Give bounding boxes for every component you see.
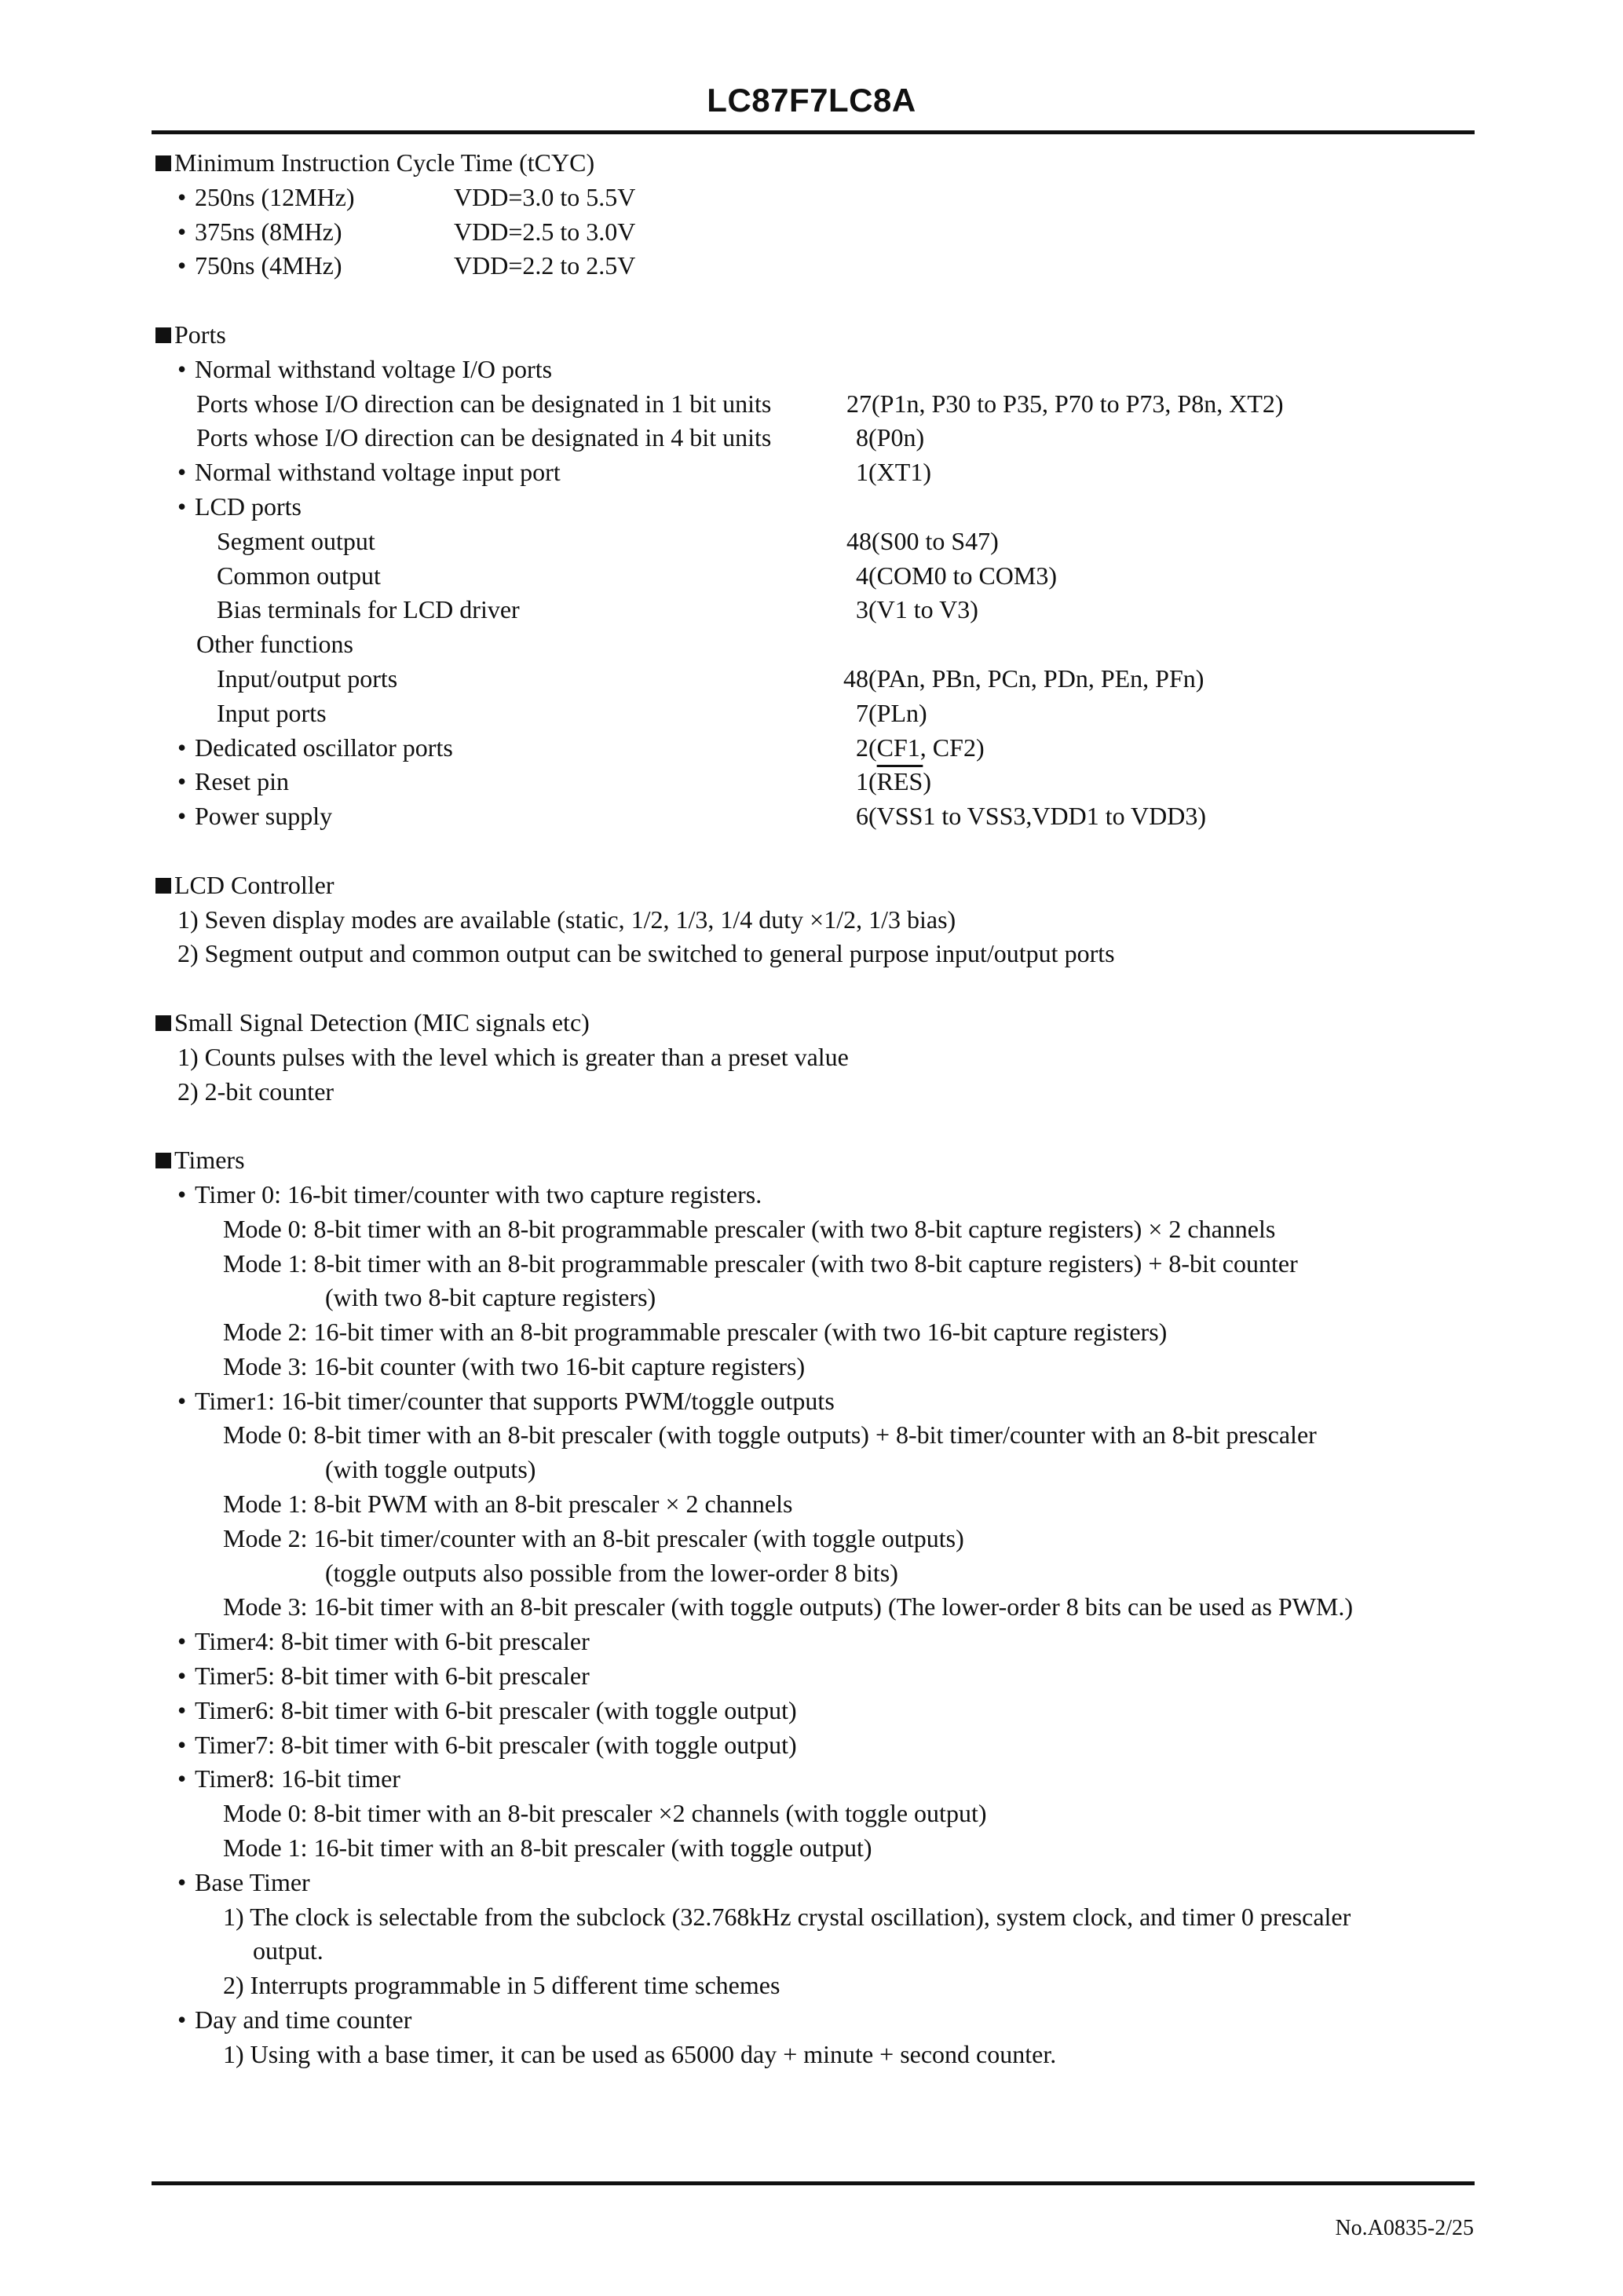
bullet-icon: • <box>177 1695 187 1724</box>
bullet-icon: • <box>177 802 187 831</box>
bullet-icon: • <box>177 251 187 280</box>
cycle-item: • 250ns (12MHz) VDD=3.0 to 5.5V <box>155 181 594 215</box>
ports-item: • Reset pin $1(\overline{RES})$ <box>155 765 594 799</box>
ports-item: Input ports 7(PLn) <box>217 698 927 727</box>
timer-mode: 1) The clock is selectable from the subclock (32.768kHz crystal oscillation), system clock, and timer 0 prescaler <box>223 1902 1351 1931</box>
bullet-icon: • <box>177 182 187 211</box>
ports-item: Other functions <box>196 630 353 659</box>
timer-item: • Timer1: 16-bit timer/counter that supports PWM/toggle outputs <box>155 1384 594 1419</box>
bullet-icon: • <box>177 2005 187 2035</box>
bullet-icon: • <box>177 217 187 246</box>
bullet-icon: • <box>177 492 187 521</box>
timer-mode: Mode 1: 8-bit timer with an 8-bit programmable prescaler (with two 8-bit capture registers) + 8-bit counter <box>223 1249 1298 1278</box>
ports-item: • Normal withstand voltage I/O ports <box>155 353 594 387</box>
ports-item: Input/output ports 48(PAn, PBn, PCn, PDn, PEn, PFn) <box>217 664 1204 693</box>
section-heading-cycle: Minimum Instruction Cycle Time (tCYC) <box>155 146 594 181</box>
bullet-icon: • <box>177 1627 187 1656</box>
square-bullet-icon <box>155 155 171 171</box>
document-number: No.A0835-2/25 <box>1335 2216 1474 2240</box>
ports-item: Ports whose I/O direction can be designated in 4 bit units 8(P0n) <box>196 423 925 452</box>
cycle-item: • 750ns (4MHz) VDD=2.2 to 2.5V <box>155 249 594 283</box>
ssd-item: 1) Counts pulses with the level which is greater than a preset value <box>177 1042 849 1071</box>
ports-item: Common output 4(COM0 to COM3) <box>217 561 1058 590</box>
square-bullet-icon <box>155 878 171 894</box>
timer-item: • Timer 0: 16-bit timer/counter with two capture registers. <box>155 1178 594 1212</box>
square-bullet-icon <box>155 327 171 343</box>
timer-mode: Mode 3: 16-bit timer with an 8-bit prescaler (with toggle outputs) (The lower-order 8 bits can be used as PWM.) <box>223 1592 1353 1621</box>
timer-item: • Timer5: 8-bit timer with 6-bit prescaler <box>155 1659 594 1694</box>
bullet-icon: • <box>177 1386 187 1415</box>
header-rule <box>152 130 1475 134</box>
cycle-item: • 375ns (8MHz) VDD=2.5 to 3.0V <box>155 215 594 250</box>
timer-mode: Mode 1: 8-bit PWM with an 8-bit prescaler × 2 channels <box>223 1490 793 1519</box>
timer-item: • Base Timer <box>155 1866 594 1900</box>
bullet-icon: • <box>177 1867 187 1896</box>
page-title: LC87F7LC8A <box>707 82 916 119</box>
timer-mode: (with two 8-bit capture registers) <box>325 1283 656 1312</box>
timer-item: • Timer4: 8-bit timer with 6-bit prescaler <box>155 1625 594 1659</box>
bullet-icon: • <box>177 1179 187 1208</box>
timer-item: • Timer6: 8-bit timer with 6-bit prescaler (with toggle output) <box>155 1694 594 1728</box>
timer-mode: Mode 2: 16-bit timer with an 8-bit programmable prescaler (with two 16-bit capture registers) <box>223 1318 1168 1347</box>
bullet-icon: • <box>177 458 187 487</box>
section-heading-timers: Timers <box>155 1143 594 1178</box>
timer-mode: 1) Using with a base timer, it can be used as 65000 day + minute + second counter. <box>223 2039 1057 2068</box>
square-bullet-icon <box>155 1015 171 1031</box>
timer-mode: Mode 0: 8-bit timer with an 8-bit prescaler (with toggle outputs) + 8-bit timer/counter with an 8-bit prescaler <box>223 1420 1317 1450</box>
timer-item: • Day and time counter <box>155 2003 594 2038</box>
section-heading-ssd: Small Signal Detection (MIC signals etc) <box>155 1006 594 1040</box>
bullet-icon: • <box>177 1662 187 1691</box>
timer-mode: Mode 0: 8-bit timer with an 8-bit programmable prescaler (with two 8-bit capture registers) × 2 channels <box>223 1214 1276 1243</box>
bullet-icon: • <box>177 1764 187 1793</box>
ports-item: • Dedicated oscillator ports 2(CF1, CF2) <box>155 731 594 766</box>
bullet-icon: • <box>177 767 187 796</box>
timer-mode: Mode 0: 8-bit timer with an 8-bit prescaler ×2 channels (with toggle output) <box>223 1799 987 1828</box>
section-heading-ports: Ports <box>155 318 594 353</box>
timer-mode: Mode 2: 16-bit timer/counter with an 8-bit prescaler (with toggle outputs) <box>223 1523 964 1552</box>
lcd-item: 2) Segment output and common output can be switched to general purpose input/output ports <box>177 939 1115 968</box>
timer-mode: Mode 3: 16-bit counter (with two 16-bit capture registers) <box>223 1351 806 1380</box>
square-bullet-icon <box>155 1153 171 1168</box>
section-heading-lcd: LCD Controller <box>155 868 594 903</box>
ports-item: • Power supply 6(VSS1 to VSS3,VDD1 to VDD3) <box>155 799 594 834</box>
ports-item: Bias terminals for LCD driver 3(V1 to V3) <box>217 595 978 624</box>
ssd-item: 2) 2-bit counter <box>177 1077 334 1106</box>
timer-mode: (toggle outputs also possible from the lower-order 8 bits) <box>325 1558 898 1587</box>
ports-item: • Normal withstand voltage input port 1(XT1) <box>155 455 594 490</box>
ports-item: • LCD ports <box>155 490 594 525</box>
page-content <box>155 146 1353 2072</box>
bullet-icon: • <box>177 1730 187 1759</box>
reset-pin-name: $\overline{RES}$ <box>876 767 923 796</box>
footer-rule <box>152 2181 1475 2185</box>
timer-item: • Timer7: 8-bit timer with 6-bit prescaler (with toggle output) <box>155 1728 594 1763</box>
bullet-icon: • <box>177 354 187 383</box>
timer-item: • Timer8: 16-bit timer <box>155 1762 594 1797</box>
timer-mode: (with toggle outputs) <box>325 1455 536 1484</box>
lcd-item: 1) Seven display modes are available (static, 1/2, 1/3, 1/4 duty ×1/2, 1/3 bias) <box>177 905 956 934</box>
timer-mode: Mode 1: 16-bit timer with an 8-bit prescaler (with toggle output) <box>223 1834 872 1863</box>
ports-item: Ports whose I/O direction can be designated in 1 bit units 27(P1n, P30 to P35, P70 to P73, P8n, XT2) <box>196 389 1284 418</box>
ports-item: Segment output 48(S00 to S47) <box>217 526 999 555</box>
bullet-icon: • <box>177 733 187 762</box>
timer-mode: output. <box>253 1936 324 1965</box>
timer-mode: 2) Interrupts programmable in 5 different time schemes <box>223 1971 780 2000</box>
